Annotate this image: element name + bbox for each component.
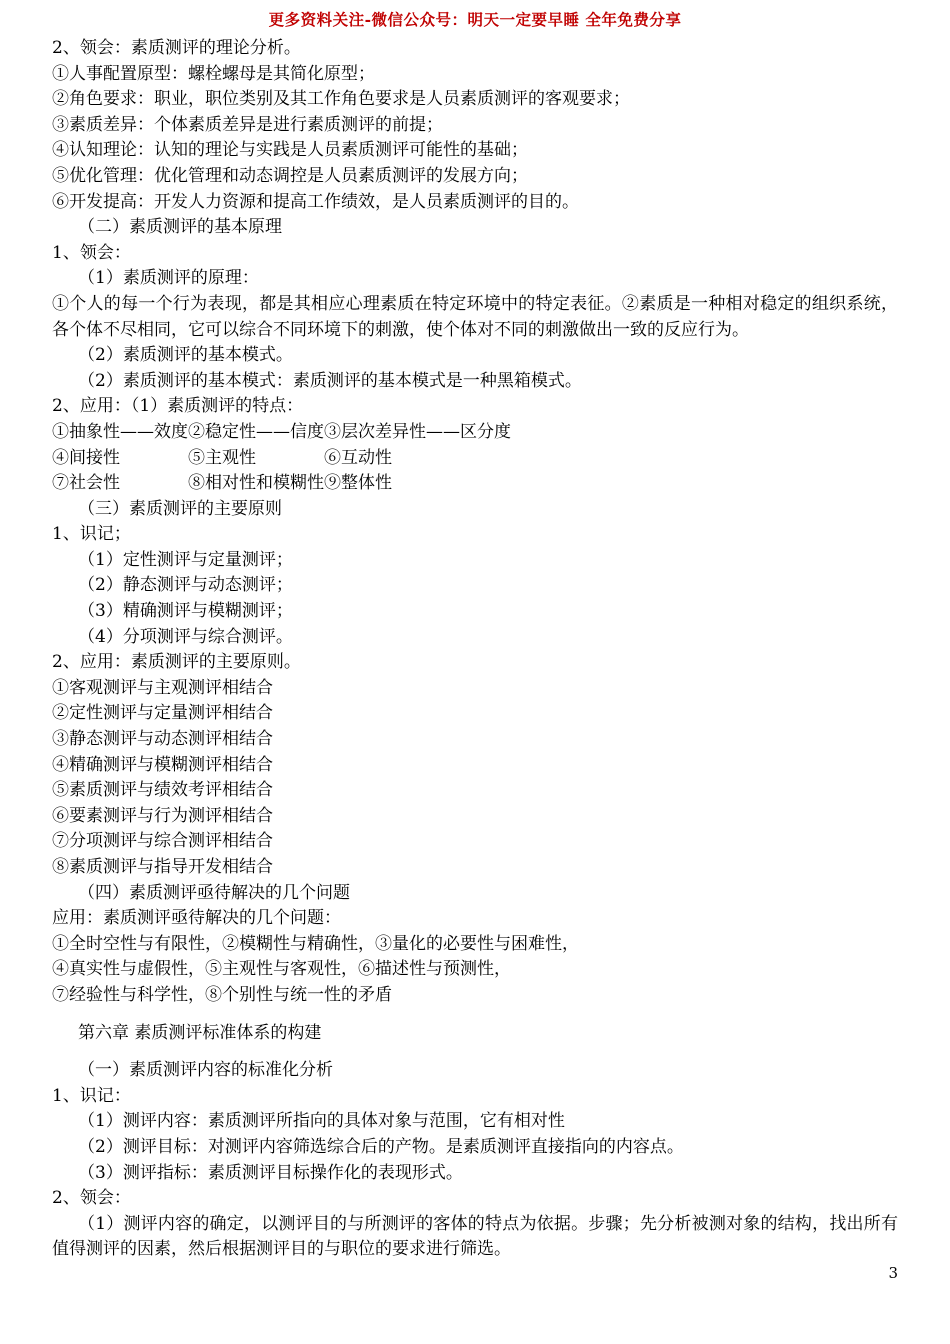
text-line: ①全时空性与有限性，②模糊性与精确性，③量化的必要性与困难性，: [52, 933, 579, 954]
chapter-title: 第六章 素质测评标准体系的构建: [78, 1022, 322, 1043]
section-heading: （四）素质测评亟待解决的几个问题: [78, 882, 350, 903]
text-line: 1、识记；: [52, 524, 131, 545]
text-line: （4）分项测评与综合测评。: [78, 626, 293, 647]
text-line: 2、领会：: [52, 1188, 131, 1209]
text-line: ②角色要求：职业，职位类别及其工作角色要求是人员素质测评的客观要求；: [52, 89, 630, 110]
text-line: （2）素质测评的基本模式：素质测评的基本模式是一种黑箱模式。: [78, 370, 582, 391]
text-line: 应用：素质测评亟待解决的几个问题：: [52, 908, 341, 929]
text-line: ②定性测评与定量测评相结合: [52, 703, 273, 724]
text-line: 2、应用：（1）素质测评的特点：: [52, 396, 304, 417]
text-line: ①人事配置原型：螺栓螺母是其简化原型；: [52, 63, 375, 84]
text-line: ⑧素质测评与指导开发相结合: [52, 857, 273, 877]
document-body: [52, 36, 898, 1263]
text-line: ⑦经验性与科学性，⑧个别性与统一性的矛盾: [52, 984, 392, 1005]
text-line: （2）测评目标：对测评内容筛选综合后的产物。是素质测评直接指向的内容点。: [78, 1136, 684, 1157]
text-line: （1）定性测评与定量测评；: [78, 549, 293, 570]
text-line: ⑥开发提高：开发人力资源和提高工作绩效，是人员素质测评的目的。: [52, 191, 579, 212]
text-line: ④认知理论：认知的理论与实践是人员素质测评可能性的基础；: [52, 140, 528, 161]
paragraph: ①个人的每一个行为表现，都是其相应心理素质在特定环境中的特定表征。②素质是一种相对稳定的组织系统，各个体不尽相同，它可以综合不同环境下的刺激，使个体对不同的刺激做出一致的反应行为。: [52, 293, 898, 340]
text-line: ⑦分项测评与综合测评相结合: [52, 831, 273, 852]
page-banner: 更多资料关注-微信公众号：明天一定要早睡 全年免费分享: [268, 10, 682, 29]
text-line: ⑥要素测评与行为测评相结合: [52, 805, 273, 826]
text-line: ⑤优化管理：优化管理和动态调控是人员素质测评的发展方向；: [52, 165, 528, 186]
section-heading: （三）素质测评的主要原则: [78, 498, 282, 519]
section-heading: （二）素质测评的基本原理: [78, 217, 282, 238]
text-line: （1）素质测评的原理：: [78, 268, 259, 289]
text-line: ④精确测评与模糊测评相结合: [52, 754, 273, 775]
section-heading: （一）素质测评内容的标准化分析: [78, 1060, 333, 1081]
text-line: ③静态测评与动态测评相结合: [52, 729, 273, 750]
text-line: ⑤素质测评与绩效考评相结合: [52, 780, 273, 801]
text-line: 1、识记：: [52, 1085, 131, 1106]
text-line: 2、领会：素质测评的理论分析。: [52, 38, 301, 58]
paragraph: （1）测评内容的确定，以测评目的与所测评的客体的特点为依据。步骤；先分析被测对象的结构，找出所有值得测评的因素，然后根据测评目的与职位的要求进行筛选。: [52, 1213, 898, 1260]
text-line: 1、领会：: [52, 242, 131, 263]
text-line: ③素质差异：个体素质差异是进行素质测评的前提；: [52, 114, 443, 135]
text-line: （3）测评指标：素质测评目标操作化的表现形式。: [78, 1162, 463, 1183]
text-line: ①抽象性——效度②稳定性——信度③层次差异性——区分度: [52, 421, 511, 442]
text-line: ①客观测评与主观测评相结合: [52, 677, 273, 698]
text-line: （2）静态测评与动态测评；: [78, 575, 293, 596]
text-line: ④真实性与虚假性，⑤主观性与客观性，⑥描述性与预测性，: [52, 959, 511, 980]
text-line: ④间接性 ⑤主观性 ⑥互动性: [52, 447, 392, 468]
text-line: （1）测评内容：素质测评所指向的具体对象与范围，它有相对性: [78, 1111, 565, 1132]
text-line: （2）素质测评的基本模式。: [78, 345, 293, 366]
text-line: ⑦社会性 ⑧相对性和模糊性⑨整体性: [52, 473, 392, 494]
text-line: 2、应用：素质测评的主要原则。: [52, 652, 301, 673]
text-line: （3）精确测评与模糊测评；: [78, 601, 293, 622]
page-number: 3: [888, 1264, 898, 1282]
